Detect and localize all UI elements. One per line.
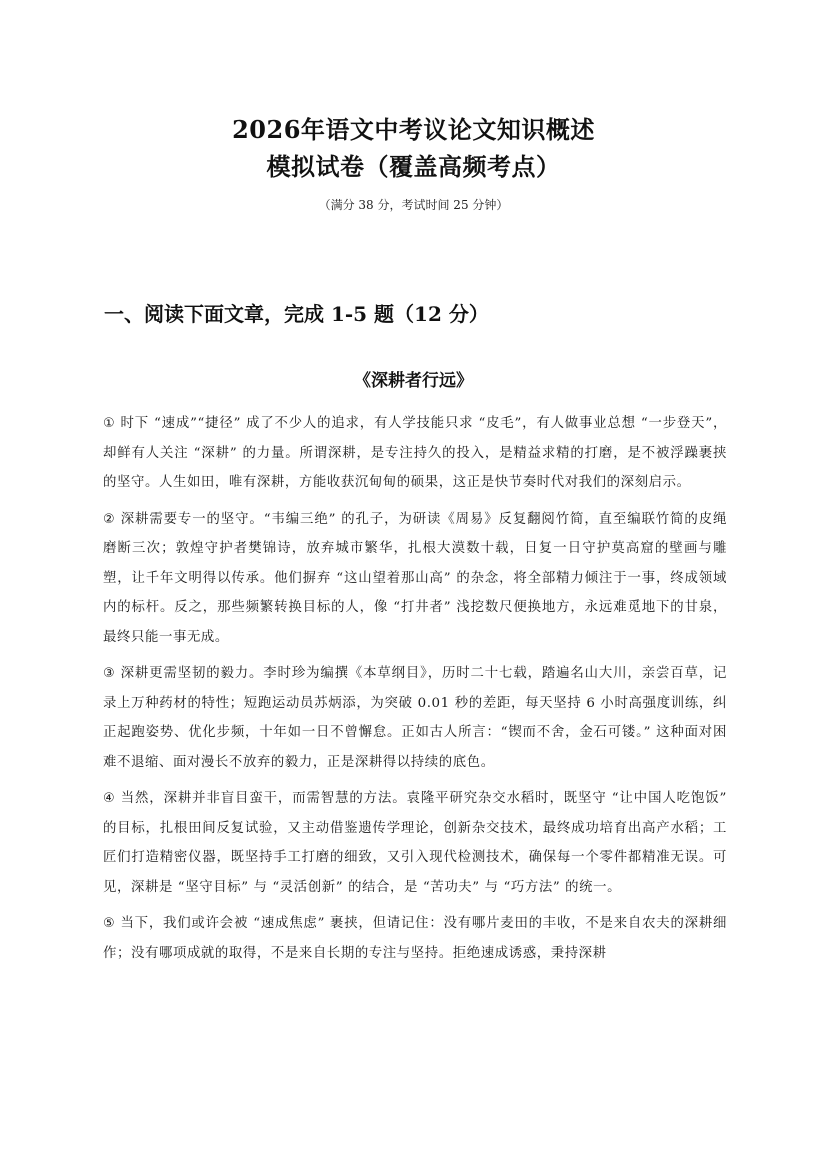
exam-subtitle: （满分 38 分，考试时间 25 分钟） xyxy=(318,198,509,212)
paragraph xyxy=(103,909,727,968)
paragraph-text: 深耕需要专一的坚守。“韦编三绝” 的孔子，为研读《周易》反复翻阅竹简，直至编联竹简的皮绳磨断三次；敦煌守护者樊锦诗，放弃城市繁华，扎根大漠数十载，日复一日守护莫高窟的壁画与雕塑，让千年文明得以传承。他们摒弃 “这山望着那山高” 的杂念，将全部精力倾注于一事，终成领域内的标杆。反之，那些频繁转换目标的人，像 “打井者” 浅挖数尺便换地方，永远难觅地下的甘泉，最终只能一事无成。 xyxy=(103,511,727,645)
paragraph-number: ④ xyxy=(103,791,116,806)
section-heading: 一、阅读下面文章，完成 1-5 题（12 分） xyxy=(104,302,489,326)
paragraph-text: 深耕更需坚韧的毅力。李时珍为编撰《本草纲目》，历时二十七载，踏遍名山大川，亲尝百草，记录上万种药材的特性；短跑运动员苏炳添，为突破 0.01 秒的差距，每天坚持 6 小时高强度训练，纠正起跑姿势、优化步频，十年如一日不曾懈怠。正如古人所言：“锲而不舍，金石可镂。” 这种面对困难不退缩、面对漫长不放弃的毅力，正是深耕得以持续的底色。 xyxy=(103,666,727,770)
exam-title-line1: 2026年语文中考议论文知识概述 xyxy=(232,115,595,144)
paragraph-number: ③ xyxy=(103,666,116,681)
paragraph xyxy=(103,505,727,653)
paragraph xyxy=(103,659,727,777)
article-body xyxy=(103,409,727,975)
paragraph-text: 当然，深耕并非盲目蛮干，而需智慧的方法。袁隆平研究杂交水稻时，既坚守 “让中国人吃饱饭” 的目标，扎根田间反复试验，又主动借鉴遗传学理论，创新杂交技术，最终成功培育出高产水稻；工匠们打造精密仪器，既坚持手工打磨的细致，又引入现代检测技术，确保每一个零件都精准无误。可见，深耕是 “坚守目标” 与 “灵活创新” 的结合，是 “苦功夫” 与 “巧方法” 的统一。 xyxy=(103,791,727,895)
paragraph-text: 时下 “速成”“捷径” 成了不少人的追求，有人学技能只求 “皮毛”，有人做事业总想 “一步登天”，却鲜有人关注 “深耕” 的力量。所谓深耕，是专注持久的投入，是精益求精的打磨，是不被浮躁裹挟的坚守。人生如田，唯有深耕，方能收获沉甸甸的硕果，这正是快节奏时代对我们的深刻启示。 xyxy=(103,416,727,490)
exam-title-line2: 模拟试卷（覆盖高频考点） xyxy=(266,152,561,181)
paragraph xyxy=(103,409,727,498)
paragraph-number: ⑤ xyxy=(103,916,116,931)
article-title: 《深耕者行远》 xyxy=(354,371,473,391)
paragraph-number: ① xyxy=(103,416,116,431)
paragraph xyxy=(103,784,727,902)
paragraph-number: ② xyxy=(103,511,116,527)
paragraph-text: 当下，我们或许会被 “速成焦虑” 裹挟，但请记住：没有哪片麦田的丰收，不是来自农夫的深耕细作；没有哪项成就的取得，不是来自长期的专注与坚持。拒绝速成诱惑，秉持深耕 xyxy=(103,916,727,961)
